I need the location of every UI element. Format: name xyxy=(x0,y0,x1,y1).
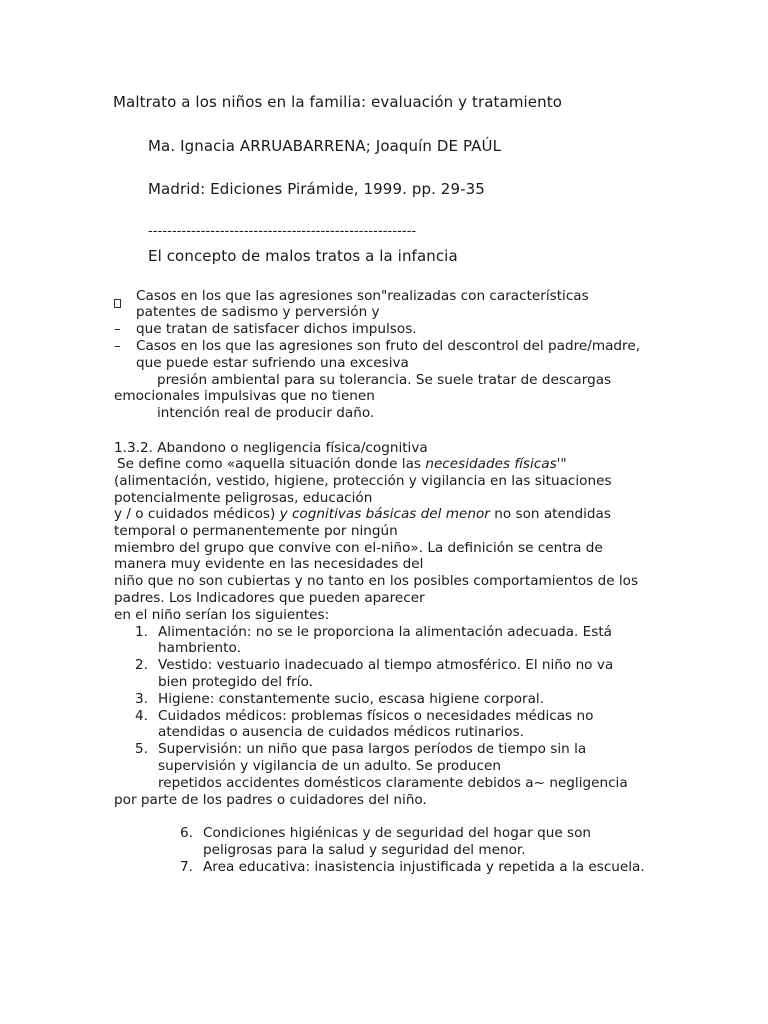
document-authors: Ma. Ignacia ARRUABARRENA; Joaquín DE PAÚL xyxy=(148,137,502,155)
indicator-number: 7. xyxy=(180,859,193,875)
indicator-text: Supervisión: un niño que pasa largos períodos de tiempo sin la xyxy=(158,741,587,757)
indicator-text: Higiene: constantemente sucio, escasa higiene corporal. xyxy=(158,691,545,707)
indicator-text: Area educativa: inasistencia injustificada y repetida a la escuela. xyxy=(203,859,645,875)
paragraph-italic: necesidades físicas xyxy=(425,456,557,472)
bullet-box-icon xyxy=(114,292,121,311)
document-title: Maltrato a los niños en la familia: evaluación y tratamiento xyxy=(113,93,562,111)
paragraph-text: '" xyxy=(556,456,567,472)
separator-line: -------------------------------------------------------- xyxy=(148,224,417,239)
document-publication: Madrid: Ediciones Pirámide, 1999. pp. 29-35 xyxy=(148,180,485,198)
indicator-text: Vestido: vestuario inadecuado al tiempo atmosférico. El niño no va xyxy=(158,657,614,673)
indicator-text: peligrosas para la salud y seguridad del menor. xyxy=(203,842,526,858)
indicator-text: repetidos accidentes domésticos claramente debidos a~ negligencia xyxy=(158,775,628,791)
paragraph-italic: y cognitivas básicas del menor xyxy=(279,506,490,522)
indicator-text: hambriento. xyxy=(158,640,241,656)
indicator-number: 1. xyxy=(135,624,148,640)
paragraph-text: y / o cuidados médicos) xyxy=(114,506,280,522)
list-item-3-line-2: que puede estar sufriendo una excesiva xyxy=(136,355,409,371)
indicator-text: por parte de los padres o cuidadores del niño. xyxy=(114,792,427,808)
paragraph-line-3: potencialmente peligrosas, educación xyxy=(114,490,373,506)
indicator-text: supervisión y vigilancia de un adulto. Se producen xyxy=(158,758,501,774)
subsection-heading: 1.3.2. Abandono o negligencia física/cognitiva xyxy=(114,440,428,456)
indicator-text: Cuidados médicos: problemas físicos o necesidades médicas no xyxy=(158,708,594,724)
paragraph-line-6: miembro del grupo que convive con el-niño». La definición se centra de xyxy=(114,540,603,556)
list-item-1-line-2: patentes de sadismo y perversión y xyxy=(136,304,380,320)
indicator-text: Alimentación: no se le proporciona la alimentación adecuada. Está xyxy=(158,624,612,640)
list-item-3-marker: – xyxy=(114,338,121,354)
indicator-text: atendidas o ausencia de cuidados médicos rutinarios. xyxy=(158,724,524,740)
paragraph-line-5: temporal o permanentemente por ningún xyxy=(114,523,398,539)
indicator-number: 2. xyxy=(135,657,148,673)
indicator-number: 3. xyxy=(135,691,148,707)
paragraph-line-1 xyxy=(117,456,567,473)
paragraph-text: Se define como «aquella situación donde las xyxy=(117,456,426,472)
list-item-3-line-5: intención real de producir daño. xyxy=(157,405,375,421)
list-item-2-marker: – xyxy=(114,321,121,337)
paragraph-line-8: niño que no son cubiertas y no tanto en los posibles comportamientos de los xyxy=(114,573,639,589)
list-item-3-line-1: Casos en los que las agresiones son fruto del descontrol del padre/madre, xyxy=(136,338,641,354)
indicator-text: bien protegido del frío. xyxy=(158,674,313,690)
paragraph-text: no son atendidas xyxy=(489,506,611,522)
paragraph-line-7: manera muy evidente en las necesidades del xyxy=(114,556,424,572)
indicator-text: Condiciones higiénicas y de seguridad del hogar que son xyxy=(203,825,592,841)
indicator-number: 4. xyxy=(135,708,148,724)
list-item-3-line-3: presión ambiental para su tolerancia. Se suele tratar de descargas xyxy=(157,372,612,388)
indicator-number: 6. xyxy=(180,825,193,841)
indicator-number: 5. xyxy=(135,741,148,757)
section-title: El concepto de malos tratos a la infancia xyxy=(148,247,458,265)
paragraph-line-2: (alimentación, vestido, higiene, protección y vigilancia en las situaciones xyxy=(114,473,612,489)
list-item-3-line-4: emocionales impulsivas que no tienen xyxy=(114,388,375,404)
paragraph-line-10: en el niño serían los siguientes: xyxy=(114,607,330,623)
paragraph-line-4 xyxy=(114,506,611,523)
list-item-2-line-1: que tratan de satisfacer dichos impulsos. xyxy=(136,321,417,337)
paragraph-line-9: padres. Los Indicadores que pueden aparecer xyxy=(114,590,425,606)
list-item-1-line-1: Casos en los que las agresiones son"realizadas con características xyxy=(136,288,589,304)
